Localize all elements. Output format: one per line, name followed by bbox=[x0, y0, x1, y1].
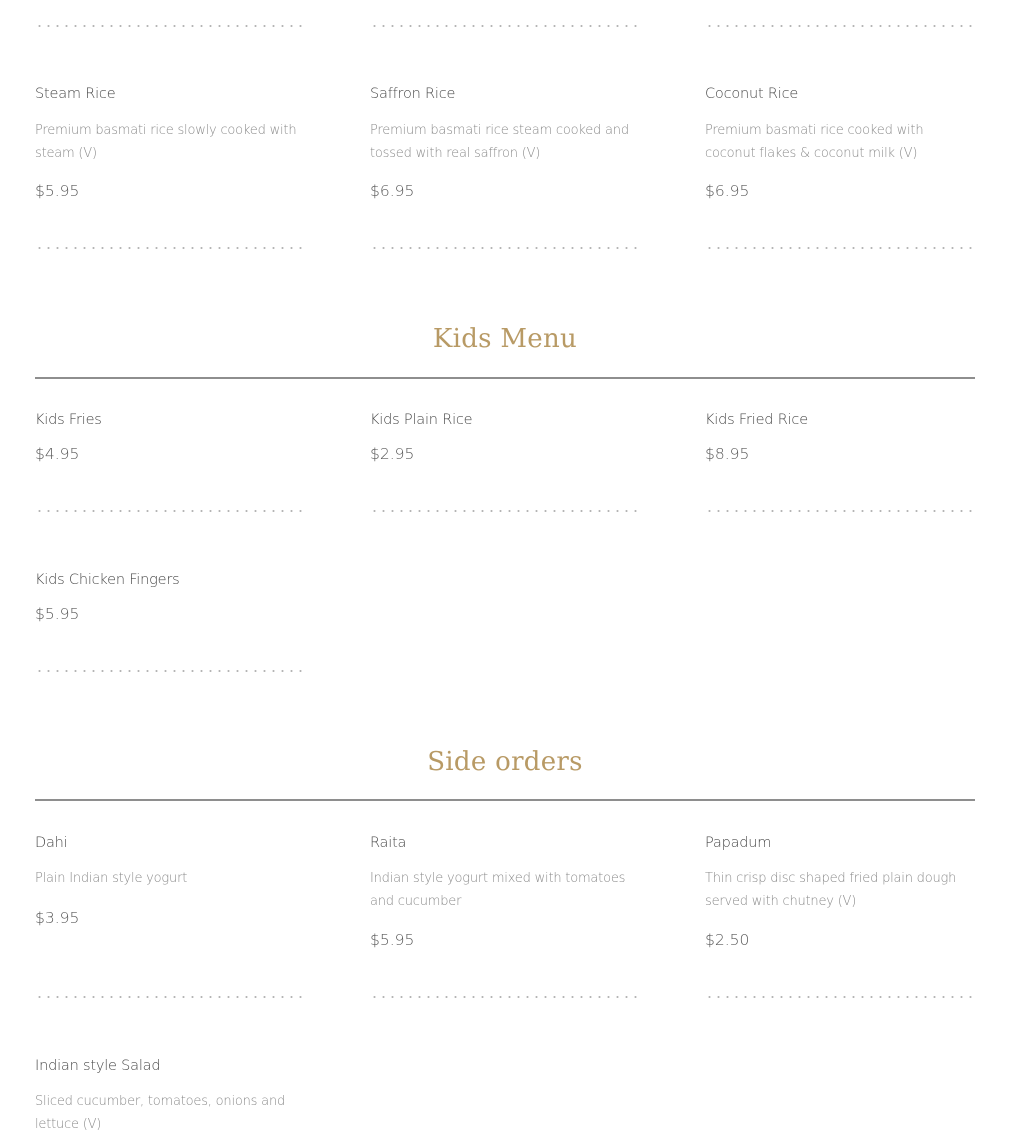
dotted-separator bbox=[370, 25, 638, 27]
item-name: Dahi bbox=[35, 835, 68, 851]
dotted-separator bbox=[370, 247, 638, 249]
item-description: Thin crisp disc shaped fried plain dough served with chutney (V) bbox=[705, 871, 957, 909]
dotted-separator bbox=[705, 996, 973, 998]
section-title-kids-menu: Kids Menu bbox=[432, 324, 578, 354]
section-divider bbox=[35, 377, 975, 379]
item-price: $6.95 bbox=[370, 182, 415, 200]
item-name: Kids Chicken Fingers bbox=[35, 572, 180, 588]
item-description: Premium basmati rice steam cooked and tossed with real saffron (V) bbox=[370, 123, 629, 161]
item-price: $2.50 bbox=[705, 931, 750, 949]
item-price: $5.95 bbox=[35, 605, 80, 623]
item-name: Raita bbox=[370, 835, 407, 851]
item-price: $8.95 bbox=[705, 445, 750, 463]
item-price: $3.95 bbox=[35, 909, 80, 927]
dotted-separator bbox=[35, 247, 303, 249]
dotted-separator bbox=[705, 25, 973, 27]
dotted-separator bbox=[705, 247, 973, 249]
item-description: Premium basmati rice cooked with coconut flakes & coconut milk (V) bbox=[705, 123, 924, 161]
item-price: $2.95 bbox=[370, 445, 415, 463]
dotted-separator bbox=[35, 670, 303, 672]
item-name: Papadum bbox=[705, 835, 772, 851]
item-description: Indian style yogurt mixed with tomatoes and cucumber bbox=[370, 871, 626, 909]
item-name: Indian style Salad bbox=[35, 1058, 161, 1074]
dotted-separator bbox=[35, 510, 303, 512]
item-name: Kids Fried Rice bbox=[705, 412, 808, 428]
item-name: Saffron Rice bbox=[370, 86, 456, 102]
item-name: Kids Fries bbox=[35, 412, 102, 428]
dotted-separator bbox=[35, 25, 303, 27]
section-divider bbox=[35, 799, 975, 801]
dotted-separator bbox=[370, 510, 638, 512]
item-description: Plain Indian style yogurt bbox=[35, 871, 188, 886]
item-name: Steam Rice bbox=[35, 86, 116, 102]
item-name: Coconut Rice bbox=[705, 86, 799, 102]
item-price: $4.95 bbox=[35, 445, 80, 463]
item-price: $5.95 bbox=[370, 931, 415, 949]
item-description: Premium basmati rice slowly cooked with steam (V) bbox=[35, 123, 297, 161]
item-description: Sliced cucumber, tomatoes, onions and lettuce (V) bbox=[35, 1094, 286, 1132]
item-name: Kids Plain Rice bbox=[370, 412, 473, 428]
dotted-separator bbox=[35, 996, 303, 998]
dotted-separator bbox=[370, 996, 638, 998]
item-price: $5.95 bbox=[35, 182, 80, 200]
dotted-separator bbox=[705, 510, 973, 512]
item-price: $6.95 bbox=[705, 182, 750, 200]
section-title-side-orders: Side orders bbox=[427, 747, 583, 777]
